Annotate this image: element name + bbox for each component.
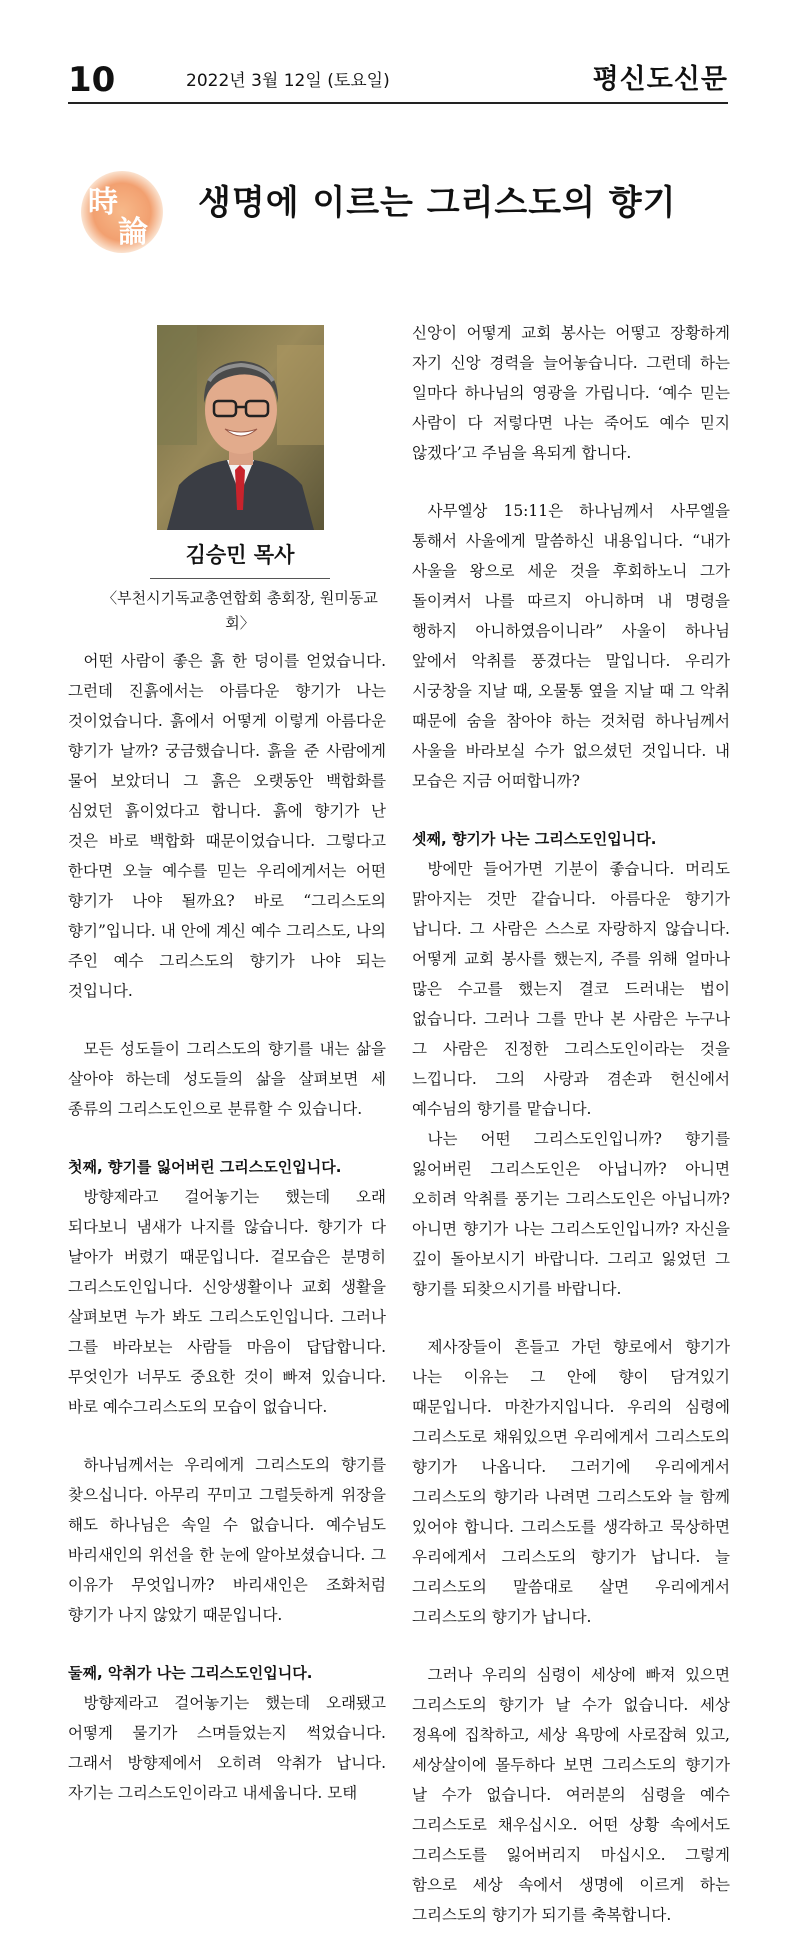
body-paragraph: 모든 성도들이 그리스도의 향기를 내는 삶을 살아야 하는데 성도들의 삶을 살펴보면 세 종류의 그리스도인으로 분류할 수 있습니다.	[68, 1040, 386, 1118]
author-affiliation: 〈부천시기독교총연합회 총회장, 원미동교회〉	[102, 589, 378, 632]
masthead	[68, 58, 728, 102]
article-title: 생명에 이르는 그리스도의 향기	[198, 183, 677, 223]
author-name: 김승민 목사	[185, 543, 295, 567]
body-paragraph: 하나님께서는 우리에게 그리스도의 향기를 찾으십니다. 아무리 꾸미고 그럴듯하게 위장을 해도 하나님은 속일 수 없습니다. 예수님도 바리새인의 위선을 한 눈에 알아보셨습니다. 그 이유가 무엇입니까? 바리새인은 조화처럼 향기가 나지 않았기 때문입니다.	[68, 1456, 386, 1624]
body-paragraph: 방향제라고 걸어놓기는 했는데 오래됐고 어떻게 물기가 스며들었는지 썩었습니다. 그래서 방향제에서 오히려 악취가 납니다. 자기는 그리스도인이라고 내세웁니다. 모태	[68, 1694, 386, 1802]
section-subheading: 둘째, 악취가 나는 그리스도인입니다.	[68, 1664, 313, 1682]
emblem-character: 論	[118, 215, 148, 250]
body-paragraph: 어떤 사람이 좋은 흙 한 덩이를 얻었습니다. 그런데 진흙에서는 아름다운 향기가 나는 것이었습니다. 흙에서 어떻게 이렇게 아름다운 향기가 날까? 궁금했습니다. 흙을 준 사람에게 물어 보았더니 그 흙은 오랫동안 백합화를 심었던 흙이었다고 합니다. 흙에 향기가 난 것은 바로 백합화 때문이었습니다. 그렇다고 한다면 오늘 예수를 믿는 우리에게서는 어떤 향기가 나야 될까요? 바로 “그리스도의 향기”입니다. 내 안에 계신 예수 그리스도, 나의 주인 예수 그리스도의 향기가 나야 되는 것입니다.	[68, 652, 386, 1000]
body-paragraph: 나는 어떤 그리스도인입니까? 향기를 잃어버린 그리스도인은 아닙니까? 아니면 오히려 악취를 풍기는 그리스도인은 아닙니까? 아니면 향기가 나는 그리스도인입니까? 자신을 깊이 돌아보시기 바랍니다. 그리고 잃었던 그 향기를 되찾으시기를 바랍니다.	[412, 1130, 730, 1298]
body-paragraph: 그러나 우리의 심령이 세상에 빠져 있으면 그리스도의 향기가 날 수가 없습니다. 세상 정욕에 집착하고, 세상 욕망에 사로잡혀 있고, 세상살이에 몰두하다 보면 그리스도의 향기가 날 수가 없습니다. 여러분의 심령을 예수 그리스도로 채우십시오. 어떤 상황 속에서도 그리스도를 잃어버리지 마십시오. 그렇게 함으로 세상 속에서 생명에 이르게 하는 그리스도의 향기가 되기를 축복합니다.	[412, 1666, 730, 1924]
page-number: 10	[68, 60, 116, 100]
emblem-character: 時	[88, 185, 118, 220]
article-column-left	[68, 646, 386, 1808]
body-paragraph: 방향제라고 걸어놓기는 했는데 오래 되다보니 냄새가 나지를 않습니다. 향기가 다 날아가 버렸기 때문입니다. 겉모습은 분명히 그리스도인입니다. 신앙생활이나 교회 생활을 살펴보면 누가 봐도 그리스도인입니다. 그러나 그를 바라보는 사람들 마음이 답답합니다. 무엇인가 너무도 중요한 것이 빠져 있습니다. 바로 예수그리스도의 모습이 없습니다.	[68, 1188, 386, 1416]
body-paragraph: 신앙이 어떻게 교회 봉사는 어떻고 장황하게 자기 신앙 경력을 늘어놓습니다. 그런데 하는 일마다 하나님의 영광을 가립니다. ‘예수 믿는 사람이 다 저렇다면 나는 죽어도 예수 믿지 않겠다’고 주님을 욕되게 합니다.	[412, 324, 730, 462]
section-subheading: 첫째, 향기를 잃어버린 그리스도인입니다.	[68, 1158, 342, 1176]
author-divider	[150, 578, 330, 579]
section-subheading: 셋째, 향기가 나는 그리스도인입니다.	[412, 830, 657, 848]
article-column-right	[412, 318, 730, 1930]
body-paragraph: 방에만 들어가면 기분이 좋습니다. 머리도 맑아지는 것만 같습니다. 아름다운 향기가 납니다. 그 사람은 스스로 자랑하지 않습니다. 어떻게 교회 봉사를 했는지, 주를 위해 얼마나 많은 수고를 했는지 결코 드러내는 법이 없습니다. 그러나 그를 만나 본 사람은 누구나 그 사람은 진정한 그리스도인이라는 것을 느낍니다. 그의 사랑과 겸손과 헌신에서 예수님의 향기를 맡습니다.	[412, 860, 730, 1118]
author-photo	[157, 325, 324, 530]
issue-date: 2022년 3월 12일 (토요일)	[186, 71, 390, 91]
body-paragraph: 제사장들이 흔들고 가던 향로에서 향기가 나는 이유는 그 안에 향이 담겨있기 때문입니다. 마찬가지입니다. 우리의 심령에 그리스도로 채워있으면 우리에게서 그리스도의 향기가 나옵니다. 그러기에 우리에게서 그리스도의 향기라 나려면 그리스도와 늘 함께 있어야 합니다. 그리스도를 생각하고 묵상하면 우리에게서 그리스도의 향기가 납니다. 늘 그리스도의 말씀대로 살면 우리에게서 그리스도의 향기가 납니다.	[412, 1338, 730, 1626]
masthead-rule	[68, 102, 728, 104]
section-emblem-icon	[78, 168, 166, 256]
newspaper-name: 평신도신문	[592, 64, 728, 95]
body-paragraph: 사무엘상 15:11은 하나님께서 사무엘을 통해서 사울에게 말씀하신 내용입니다. “내가 사울을 왕으로 세운 것을 후회하노니 그가 돌이켜서 나를 따르지 아니하며 내 명령을 행하지 아니하였음이니라” 사울이 하나님 앞에서 악취를 풍겼다는 말입니다. 우리가 시궁창을 지날 때, 오물통 옆을 지날 때 그 악취 때문에 숨을 참아야 하는 것처럼 하나님께서 사울을 바라보실 수가 없으셨던 것입니다. 내 모습은 지금 어떠합니까?	[412, 502, 730, 790]
